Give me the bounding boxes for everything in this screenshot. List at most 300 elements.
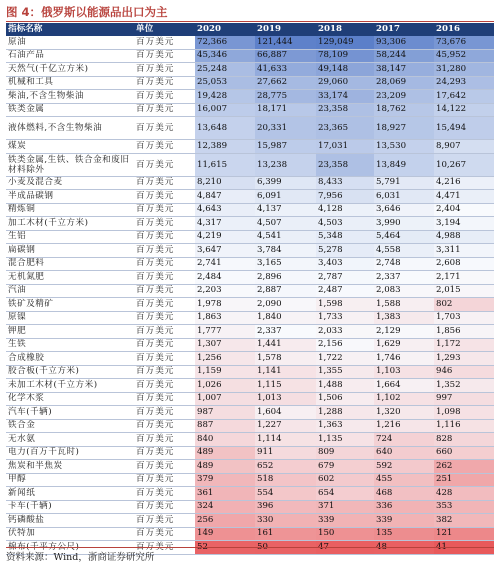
value-cell-2017: 2,748 [374, 257, 434, 271]
value-cell-2020: 1,026 [195, 379, 255, 393]
table-row [6, 460, 494, 474]
value-cell-2020: 489 [195, 460, 255, 474]
unit-cell: 百万美元 [134, 190, 195, 204]
value-cell-2019: 41,633 [255, 63, 316, 77]
value-cell-2018: 129,049 [316, 36, 374, 50]
table-row [6, 140, 494, 154]
unit-cell: 百万美元 [134, 311, 195, 325]
table-row [6, 419, 494, 433]
indicator-name-cell: 扁碳钢 [6, 244, 134, 258]
value-cell-2016: 2,608 [434, 257, 494, 271]
value-cell-2016: 2,171 [434, 271, 494, 285]
unit-cell: 百万美元 [134, 153, 195, 176]
unit-cell: 百万美元 [134, 473, 195, 487]
table-row [6, 117, 494, 140]
value-cell-2019: 28,775 [255, 90, 316, 104]
indicator-name-cell: 钙磷酸盐 [6, 514, 134, 528]
unit-cell: 百万美元 [134, 257, 195, 271]
indicator-name-cell: 生铝 [6, 230, 134, 244]
value-cell-2016: 31,280 [434, 63, 494, 77]
value-cell-2018: 47 [316, 541, 374, 555]
value-cell-2018: 49,148 [316, 63, 374, 77]
value-cell-2019: 1,578 [255, 352, 316, 366]
header-year-2017: 2017 [374, 23, 434, 36]
value-cell-2016: 1,293 [434, 352, 494, 366]
indicator-name-cell: 半成品碳钢 [6, 190, 134, 204]
value-cell-2018: 23,365 [316, 117, 374, 140]
indicator-name-cell: 棉布(千平方公尺) [6, 541, 134, 555]
value-cell-2018: 1,506 [316, 392, 374, 406]
value-cell-2020: 8,210 [195, 176, 255, 190]
value-cell-2019: 1,114 [255, 433, 316, 447]
value-cell-2017: 592 [374, 460, 434, 474]
value-cell-2019: 13,238 [255, 153, 316, 176]
unit-cell: 百万美元 [134, 379, 195, 393]
value-cell-2016: 1,172 [434, 338, 494, 352]
unit-cell: 百万美元 [134, 63, 195, 77]
table-row [6, 298, 494, 312]
source-note: 资料来源：Wind，浙商证券研究所 [6, 552, 155, 563]
indicator-name-cell: 铁合金 [6, 419, 134, 433]
value-cell-2018: 4,503 [316, 217, 374, 231]
value-cell-2019: 518 [255, 473, 316, 487]
value-cell-2019: 911 [255, 446, 316, 460]
value-cell-2019: 1,227 [255, 419, 316, 433]
table-row [6, 103, 494, 117]
value-cell-2018: 8,433 [316, 176, 374, 190]
unit-cell: 百万美元 [134, 284, 195, 298]
value-cell-2019: 18,171 [255, 103, 316, 117]
value-cell-2016: 8,907 [434, 140, 494, 154]
value-cell-2020: 1,978 [195, 298, 255, 312]
unit-cell: 百万美元 [134, 203, 195, 217]
table-row [6, 257, 494, 271]
value-cell-2016: 1,098 [434, 406, 494, 420]
value-cell-2017: 1,102 [374, 392, 434, 406]
value-cell-2017: 1,629 [374, 338, 434, 352]
indicator-name-cell: 卡车(千辆) [6, 500, 134, 514]
indicator-name-cell: 液体燃料,不含生物柴油 [6, 117, 134, 140]
value-cell-2016: 997 [434, 392, 494, 406]
unit-cell: 百万美元 [134, 90, 195, 104]
indicator-name-cell: 钾肥 [6, 325, 134, 339]
value-cell-2020: 3,647 [195, 244, 255, 258]
data-table [6, 23, 494, 555]
value-cell-2017: 5,791 [374, 176, 434, 190]
value-cell-2016: 121 [434, 527, 494, 541]
value-cell-2016: 660 [434, 446, 494, 460]
value-cell-2020: 25,053 [195, 76, 255, 90]
value-cell-2019: 27,662 [255, 76, 316, 90]
value-cell-2018: 33,174 [316, 90, 374, 104]
value-cell-2016: 1,352 [434, 379, 494, 393]
value-cell-2018: 23,358 [316, 103, 374, 117]
table-row [6, 63, 494, 77]
value-cell-2020: 1,777 [195, 325, 255, 339]
indicator-name-cell: 生铁 [6, 338, 134, 352]
value-cell-2020: 25,248 [195, 63, 255, 77]
value-cell-2019: 2,090 [255, 298, 316, 312]
table-row [6, 271, 494, 285]
header-indicator-name: 指标名称 [6, 23, 134, 36]
header-row [6, 23, 494, 36]
value-cell-2018: 29,060 [316, 76, 374, 90]
value-cell-2018: 1,363 [316, 419, 374, 433]
value-cell-2019: 1,141 [255, 365, 316, 379]
value-cell-2019: 121,444 [255, 36, 316, 50]
indicator-name-cell: 胶合板(千立方米) [6, 365, 134, 379]
value-cell-2017: 3,646 [374, 203, 434, 217]
table-row [6, 352, 494, 366]
indicator-name-cell: 电力(百万千瓦时) [6, 446, 134, 460]
value-cell-2018: 1,355 [316, 365, 374, 379]
table-row [6, 325, 494, 339]
indicator-name-cell: 无机氮肥 [6, 271, 134, 285]
value-cell-2017: 18,762 [374, 103, 434, 117]
value-cell-2018: 3,403 [316, 257, 374, 271]
value-cell-2017: 339 [374, 514, 434, 528]
table-row [6, 338, 494, 352]
value-cell-2019: 6,399 [255, 176, 316, 190]
value-cell-2018: 150 [316, 527, 374, 541]
table-row [6, 527, 494, 541]
header-year-2016: 2016 [434, 23, 494, 36]
value-cell-2019: 20,331 [255, 117, 316, 140]
value-cell-2016: 41 [434, 541, 494, 555]
table-body [6, 36, 494, 555]
value-cell-2016: 1,703 [434, 311, 494, 325]
value-cell-2016: 2,015 [434, 284, 494, 298]
value-cell-2020: 4,643 [195, 203, 255, 217]
value-cell-2019: 4,137 [255, 203, 316, 217]
indicator-name-cell: 甲醇 [6, 473, 134, 487]
value-cell-2018: 809 [316, 446, 374, 460]
value-cell-2020: 1,007 [195, 392, 255, 406]
indicator-name-cell: 混合肥料 [6, 257, 134, 271]
table-row [6, 176, 494, 190]
table-row [6, 514, 494, 528]
table-row [6, 217, 494, 231]
value-cell-2020: 12,389 [195, 140, 255, 154]
value-cell-2020: 19,428 [195, 90, 255, 104]
value-cell-2018: 2,033 [316, 325, 374, 339]
value-cell-2019: 2,887 [255, 284, 316, 298]
value-cell-2017: 2,129 [374, 325, 434, 339]
value-cell-2017: 1,103 [374, 365, 434, 379]
value-cell-2016: 802 [434, 298, 494, 312]
value-cell-2019: 2,896 [255, 271, 316, 285]
unit-cell: 百万美元 [134, 117, 195, 140]
value-cell-2016: 946 [434, 365, 494, 379]
unit-cell: 百万美元 [134, 176, 195, 190]
value-cell-2016: 1,116 [434, 419, 494, 433]
table-row [6, 190, 494, 204]
value-cell-2020: 840 [195, 433, 255, 447]
value-cell-2020: 2,203 [195, 284, 255, 298]
value-cell-2018: 1,288 [316, 406, 374, 420]
value-cell-2020: 11,615 [195, 153, 255, 176]
table-row [6, 500, 494, 514]
value-cell-2017: 3,990 [374, 217, 434, 231]
table-row [6, 392, 494, 406]
indicator-name-cell: 未加工木材(千立方米) [6, 379, 134, 393]
indicator-name-cell: 汽油 [6, 284, 134, 298]
value-cell-2020: 4,219 [195, 230, 255, 244]
value-cell-2019: 50 [255, 541, 316, 555]
value-cell-2020: 887 [195, 419, 255, 433]
unit-cell: 百万美元 [134, 271, 195, 285]
value-cell-2019: 1,013 [255, 392, 316, 406]
value-cell-2016: 73,676 [434, 36, 494, 50]
unit-cell: 百万美元 [134, 500, 195, 514]
value-cell-2016: 382 [434, 514, 494, 528]
unit-cell: 百万美元 [134, 338, 195, 352]
value-cell-2016: 1,856 [434, 325, 494, 339]
value-cell-2020: 324 [195, 500, 255, 514]
value-cell-2017: 23,209 [374, 90, 434, 104]
indicator-name-cell: 原镍 [6, 311, 134, 325]
value-cell-2019: 330 [255, 514, 316, 528]
value-cell-2018: 1,598 [316, 298, 374, 312]
unit-cell: 百万美元 [134, 433, 195, 447]
value-cell-2018: 17,031 [316, 140, 374, 154]
unit-cell: 百万美元 [134, 541, 195, 555]
value-cell-2020: 1,256 [195, 352, 255, 366]
value-cell-2018: 602 [316, 473, 374, 487]
value-cell-2020: 16,007 [195, 103, 255, 117]
value-cell-2016: 3,194 [434, 217, 494, 231]
value-cell-2017: 724 [374, 433, 434, 447]
value-cell-2016: 828 [434, 433, 494, 447]
value-cell-2017: 1,216 [374, 419, 434, 433]
value-cell-2019: 6,091 [255, 190, 316, 204]
value-cell-2019: 4,541 [255, 230, 316, 244]
unit-cell: 百万美元 [134, 527, 195, 541]
table-row [6, 230, 494, 244]
value-cell-2019: 15,987 [255, 140, 316, 154]
value-cell-2018: 5,348 [316, 230, 374, 244]
value-cell-2019: 66,887 [255, 49, 316, 63]
value-cell-2017: 135 [374, 527, 434, 541]
indicator-name-cell: 原油 [6, 36, 134, 50]
value-cell-2018: 23,358 [316, 153, 374, 176]
indicator-name-cell: 伏特加 [6, 527, 134, 541]
indicator-name-cell: 汽车(千辆) [6, 406, 134, 420]
value-cell-2020: 4,317 [195, 217, 255, 231]
unit-cell: 百万美元 [134, 217, 195, 231]
value-cell-2017: 1,588 [374, 298, 434, 312]
value-cell-2016: 251 [434, 473, 494, 487]
value-cell-2016: 45,952 [434, 49, 494, 63]
value-cell-2017: 455 [374, 473, 434, 487]
value-cell-2019: 1,441 [255, 338, 316, 352]
value-cell-2020: 361 [195, 487, 255, 501]
value-cell-2019: 554 [255, 487, 316, 501]
value-cell-2016: 17,642 [434, 90, 494, 104]
value-cell-2017: 13,530 [374, 140, 434, 154]
value-cell-2017: 38,147 [374, 63, 434, 77]
value-cell-2018: 7,956 [316, 190, 374, 204]
table-row [6, 473, 494, 487]
value-cell-2019: 652 [255, 460, 316, 474]
value-cell-2017: 468 [374, 487, 434, 501]
value-cell-2017: 6,031 [374, 190, 434, 204]
unit-cell: 百万美元 [134, 392, 195, 406]
unit-cell: 百万美元 [134, 460, 195, 474]
value-cell-2020: 379 [195, 473, 255, 487]
value-cell-2017: 58,244 [374, 49, 434, 63]
indicator-name-cell: 合成橡胶 [6, 352, 134, 366]
value-cell-2016: 4,471 [434, 190, 494, 204]
indicator-name-cell: 铁类金属 [6, 103, 134, 117]
table-row [6, 487, 494, 501]
header-year-2019: 2019 [255, 23, 316, 36]
indicator-name-cell: 小麦及混合麦 [6, 176, 134, 190]
unit-cell: 百万美元 [134, 298, 195, 312]
value-cell-2017: 1,320 [374, 406, 434, 420]
value-cell-2019: 3,165 [255, 257, 316, 271]
header-unit: 单位 [134, 23, 195, 36]
indicator-name-cell: 柴油,不含生物柴油 [6, 90, 134, 104]
indicator-name-cell: 焦炭和半焦炭 [6, 460, 134, 474]
value-cell-2018: 2,156 [316, 338, 374, 352]
unit-cell: 百万美元 [134, 244, 195, 258]
value-cell-2017: 48 [374, 541, 434, 555]
unit-cell: 百万美元 [134, 406, 195, 420]
value-cell-2017: 336 [374, 500, 434, 514]
table-row [6, 244, 494, 258]
value-cell-2020: 1,159 [195, 365, 255, 379]
unit-cell: 百万美元 [134, 514, 195, 528]
value-cell-2017: 640 [374, 446, 434, 460]
value-cell-2018: 2,487 [316, 284, 374, 298]
value-cell-2019: 4,507 [255, 217, 316, 231]
value-cell-2020: 52 [195, 541, 255, 555]
value-cell-2020: 987 [195, 406, 255, 420]
value-cell-2019: 1,840 [255, 311, 316, 325]
indicator-name-cell: 新闻纸 [6, 487, 134, 501]
value-cell-2019: 3,784 [255, 244, 316, 258]
value-cell-2018: 1,135 [316, 433, 374, 447]
value-cell-2016: 353 [434, 500, 494, 514]
title-rule [6, 21, 494, 22]
unit-cell: 百万美元 [134, 365, 195, 379]
value-cell-2019: 1,115 [255, 379, 316, 393]
value-cell-2017: 1,664 [374, 379, 434, 393]
table-row [6, 36, 494, 50]
value-cell-2020: 149 [195, 527, 255, 541]
value-cell-2018: 339 [316, 514, 374, 528]
value-cell-2020: 2,484 [195, 271, 255, 285]
indicator-name-cell: 精炼铜 [6, 203, 134, 217]
indicator-name-cell: 机械和工具 [6, 76, 134, 90]
unit-cell: 百万美元 [134, 140, 195, 154]
table-row [6, 406, 494, 420]
table-row [6, 365, 494, 379]
value-cell-2017: 2,083 [374, 284, 434, 298]
value-cell-2016: 14,122 [434, 103, 494, 117]
value-cell-2018: 371 [316, 500, 374, 514]
value-cell-2016: 10,267 [434, 153, 494, 176]
value-cell-2019: 161 [255, 527, 316, 541]
indicator-name-cell: 加工木材(千立方米) [6, 217, 134, 231]
value-cell-2016: 3,311 [434, 244, 494, 258]
value-cell-2016: 4,216 [434, 176, 494, 190]
value-cell-2016: 262 [434, 460, 494, 474]
table-row [6, 446, 494, 460]
value-cell-2018: 654 [316, 487, 374, 501]
value-cell-2017: 93,306 [374, 36, 434, 50]
table-row [6, 76, 494, 90]
value-cell-2020: 1,307 [195, 338, 255, 352]
table-row [6, 90, 494, 104]
indicator-name-cell: 铁类金属,生铁、铁合金和废旧材料除外 [6, 153, 134, 176]
value-cell-2017: 4,558 [374, 244, 434, 258]
value-cell-2016: 15,494 [434, 117, 494, 140]
indicator-name-cell: 无水氨 [6, 433, 134, 447]
indicator-name-cell: 铁矿及精矿 [6, 298, 134, 312]
value-cell-2018: 1,733 [316, 311, 374, 325]
value-cell-2019: 2,337 [255, 325, 316, 339]
value-cell-2020: 45,346 [195, 49, 255, 63]
table-row [6, 433, 494, 447]
unit-cell: 百万美元 [134, 352, 195, 366]
value-cell-2020: 2,741 [195, 257, 255, 271]
value-cell-2017: 28,069 [374, 76, 434, 90]
value-cell-2017: 1,383 [374, 311, 434, 325]
value-cell-2018: 4,128 [316, 203, 374, 217]
header-year-2020: 2020 [195, 23, 255, 36]
table-row [6, 153, 494, 176]
value-cell-2018: 78,109 [316, 49, 374, 63]
table-row [6, 379, 494, 393]
indicator-name-cell: 化学木浆 [6, 392, 134, 406]
value-cell-2016: 4,988 [434, 230, 494, 244]
unit-cell: 百万美元 [134, 76, 195, 90]
source-rule [6, 547, 494, 548]
value-cell-2017: 1,746 [374, 352, 434, 366]
value-cell-2020: 72,366 [195, 36, 255, 50]
indicator-name-cell: 天然气(千亿立方米) [6, 63, 134, 77]
table-row [6, 49, 494, 63]
value-cell-2018: 1,488 [316, 379, 374, 393]
indicator-name-cell: 煤炭 [6, 140, 134, 154]
unit-cell: 百万美元 [134, 103, 195, 117]
unit-cell: 百万美元 [134, 36, 195, 50]
value-cell-2019: 1,604 [255, 406, 316, 420]
value-cell-2018: 1,722 [316, 352, 374, 366]
value-cell-2016: 24,293 [434, 76, 494, 90]
unit-cell: 百万美元 [134, 446, 195, 460]
header-year-2018: 2018 [316, 23, 374, 36]
indicator-name-cell: 石油产品 [6, 49, 134, 63]
figure-title: 图 4：俄罗斯以能源品出口为主 [6, 5, 168, 19]
unit-cell: 百万美元 [134, 325, 195, 339]
value-cell-2020: 1,863 [195, 311, 255, 325]
unit-cell: 百万美元 [134, 487, 195, 501]
value-cell-2019: 396 [255, 500, 316, 514]
value-cell-2017: 2,337 [374, 271, 434, 285]
unit-cell: 百万美元 [134, 419, 195, 433]
table-row [6, 284, 494, 298]
table-row [6, 311, 494, 325]
value-cell-2020: 256 [195, 514, 255, 528]
unit-cell: 百万美元 [134, 49, 195, 63]
value-cell-2020: 4,847 [195, 190, 255, 204]
value-cell-2018: 2,787 [316, 271, 374, 285]
value-cell-2018: 679 [316, 460, 374, 474]
value-cell-2016: 428 [434, 487, 494, 501]
